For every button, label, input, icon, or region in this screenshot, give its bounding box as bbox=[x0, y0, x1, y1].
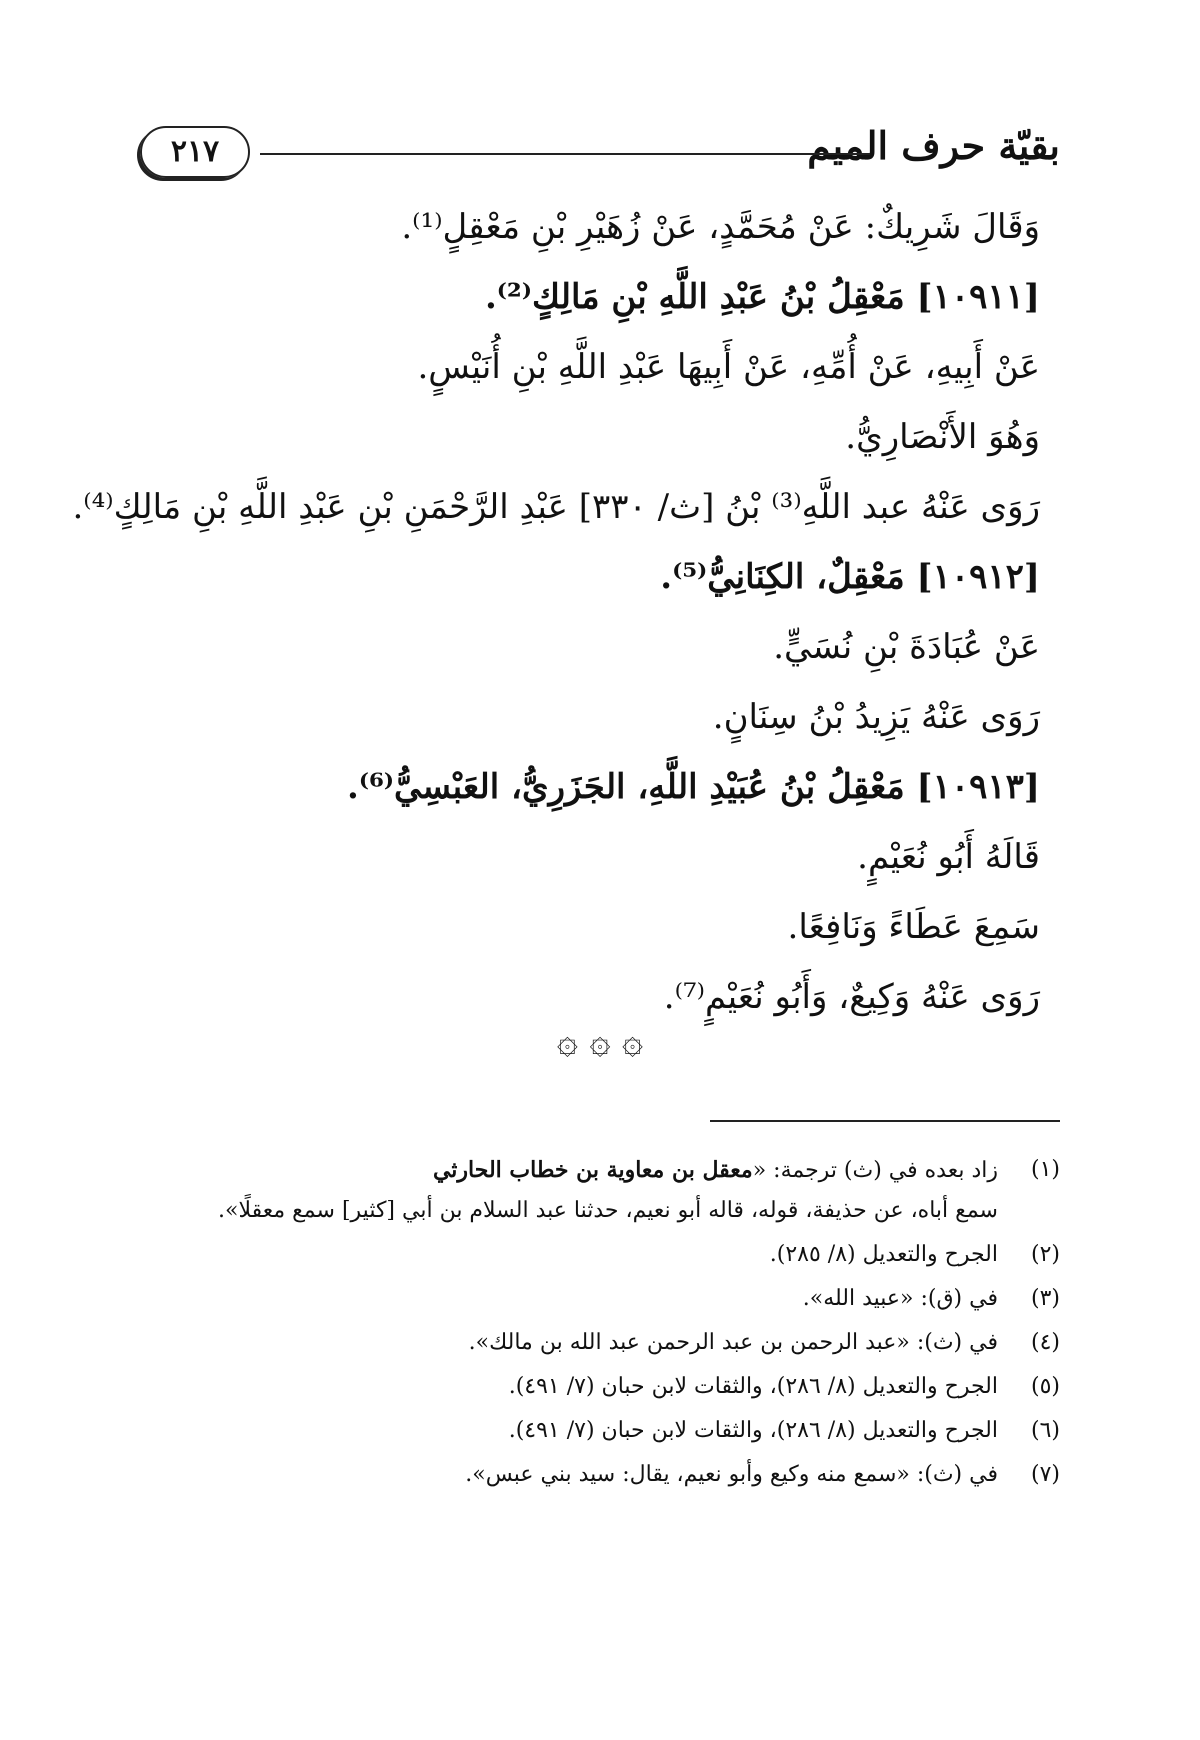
footnote-text bbox=[160, 1150, 998, 1231]
footnote-strong: معقل بن معاوية بن خطاب الحارثي bbox=[432, 1157, 753, 1183]
body-line: سَمِعَ عَطَاءً وَنَافِعًا. bbox=[787, 907, 1040, 947]
section-ornament: ۞ ۞ ۞ bbox=[556, 1021, 644, 1062]
footnote-6 bbox=[160, 1411, 1060, 1451]
footnote-number: (٣) bbox=[1030, 1286, 1060, 1311]
footnote-5 bbox=[160, 1367, 1060, 1407]
body-text bbox=[72, 192, 1040, 1032]
footnote-number: (٦) bbox=[1030, 1418, 1060, 1443]
body-line: عَنْ أَبِيهِ، عَنْ أُمِّهِ، عَنْ أَبِيهَا عَبْدِ اللَّهِ بْنِ أُنَيْسٍ. bbox=[417, 347, 1040, 387]
footnote-text: في (ث): «سمع منه وكيع وأبو نعيم، يقال: سيد بني عبس». bbox=[465, 1462, 998, 1487]
footnote-text: الجرح والتعديل (٨/ ٢٨٦)، والثقات لابن حبان (٧/ ٤٩١). bbox=[508, 1374, 998, 1399]
footnote-7 bbox=[160, 1455, 1060, 1495]
entry-heading-10911: [١٠٩١١] مَعْقِلُ بْنُ عَبْدِ اللَّهِ بْنِ مَالِكٍ⁽²⁾. bbox=[484, 277, 1040, 317]
running-header-title: بقيّة حرف الميم bbox=[807, 123, 1060, 168]
body-line: رَوَى عَنْهُ يَزِيدُ بْنُ سِنَانٍ. bbox=[712, 697, 1040, 737]
footnote-number: (١) bbox=[1030, 1157, 1060, 1182]
body-line: رَوَى عَنْهُ وَكِيعٌ، وَأَبُو نُعَيْمٍ⁽⁷⁾. bbox=[663, 977, 1040, 1017]
footnote-number: (٧) bbox=[1030, 1462, 1060, 1487]
footnote-1 bbox=[160, 1150, 1060, 1231]
entry-heading-10912: [١٠٩١٢] مَعْقِلٌ، الكِنَانِيُّ⁽⁵⁾. bbox=[660, 557, 1040, 597]
footnote-text: الجرح والتعديل (٨/ ٢٨٥). bbox=[769, 1242, 998, 1267]
body-line: وَهُوَ الأَنْصَارِيُّ. bbox=[845, 417, 1040, 457]
footnote-number: (٤) bbox=[1030, 1330, 1060, 1355]
footnote-3 bbox=[160, 1279, 1060, 1319]
footnote-2 bbox=[160, 1235, 1060, 1275]
footnote-continuation: سمع أباه، عن حذيفة، قوله، قاله أبو نعيم، حدثنا عبد السلام بن أبي [كثير] سمع معقلًا». bbox=[218, 1198, 998, 1223]
entry-heading-10913: [١٠٩١٣] مَعْقِلُ بْنُ عُبَيْدِ اللَّهِ، الجَزَرِيُّ، العَبْسِيُّ⁽⁶⁾. bbox=[347, 767, 1040, 807]
footnote-number: (٢) bbox=[1030, 1242, 1060, 1267]
footnote-separator bbox=[710, 1120, 1060, 1122]
body-line: رَوَى عَنْهُ عبد اللَّهِ⁽³⁾ بْنُ [ث/ ٣٣٠] عَبْدِ الرَّحْمَنِ بْنِ عَبْدِ اللَّهِ بْنِ مَالِكٍ⁽⁴⁾. bbox=[72, 487, 1040, 527]
page-number: ٢١٧ bbox=[170, 134, 220, 169]
footnote-text: في (ث): «عبد الرحمن بن عبد الرحمن عبد الله بن مالك». bbox=[468, 1330, 998, 1355]
header-rule bbox=[260, 153, 870, 155]
footnotes bbox=[160, 1150, 1060, 1499]
body-line: وَقَالَ شَرِيكٌ: عَنْ مُحَمَّدٍ، عَنْ زُهَيْرِ بْنِ مَعْقِلٍ⁽¹⁾. bbox=[401, 207, 1040, 247]
running-header bbox=[140, 118, 1060, 180]
footnote-lead: زاد بعده في (ث) ترجمة: « bbox=[752, 1158, 998, 1183]
footnote-4 bbox=[160, 1323, 1060, 1363]
footnote-text: في (ق): «عبيد الله». bbox=[802, 1286, 998, 1311]
footnote-number: (٥) bbox=[1030, 1374, 1060, 1399]
body-line: عَنْ عُبَادَةَ بْنِ نُسَيٍّ. bbox=[773, 627, 1040, 667]
body-line: قَالَهُ أَبُو نُعَيْمٍ. bbox=[857, 837, 1040, 877]
page-number-badge bbox=[140, 126, 250, 178]
footnote-text: الجرح والتعديل (٨/ ٢٨٦)، والثقات لابن حبان (٧/ ٤٩١). bbox=[508, 1418, 998, 1443]
